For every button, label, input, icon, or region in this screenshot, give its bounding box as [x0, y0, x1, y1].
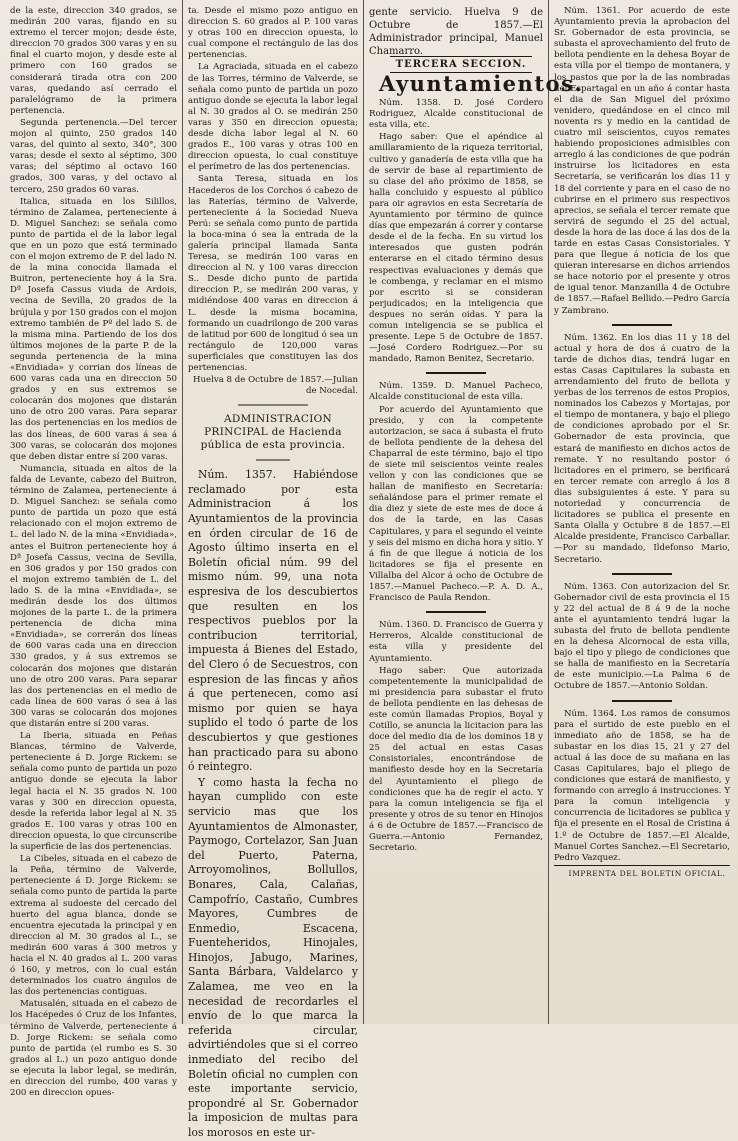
paragraph: ta. Desde el mismo pozo antiguo en direccion S. 60 grados al P. 100 varas y otras 100 en direccion opuesta, lo cual compone el rectángulo de las dos pertenencias. [188, 6, 358, 61]
column-2 [188, 6, 358, 1139]
notice-heading: Núm. 1360. D. Francisco de Guerra y Herreros, Alcalde constitucional de esta villa y presidente del Ayuntamiento. [369, 620, 543, 664]
paragraph: Núm. 1363. Con autorizacion del Sr. Gobernador civil de esta provincia el 15 y 22 del actual de 8 á 9 de la noche ante el ayuntamiento tendrá lugar la subasta del fruto de bellota pendiente en la dehesa Alcornocal de esta villa, bajo el tipo y pliego de condiciones que se halla de manifiesto en la Secretaría de este municipio.—La Palma 6 de Octubre de 1857.—Antonio Soldan. [554, 581, 730, 692]
paragraph: Por acuerdo del Ayuntamiento que presido, y con la competente autorizacion, se saca á subasta el fruto de bellota pendiente de la dehesa del Chaparral de este término, bajo el tipo de siete mil seiscientos veinte reales vellon y con las condiciones que se hallan de manifiesto en Secretaría: señalándose para el primer remate el dia diez y siete de este mes de doce á dos de la tarde, en las Casas Capitulares, y para el segundo el veinte y seis del mismo en dicha hora y sitio. Y á fin de que llegue á noticia de los licitadores se fija el presente en Villalba del Alcor á ocho de Octubre de 1857.—Manuel Pacheco.—P. A. D. A., Francisco de Paula Rendon. [369, 404, 543, 604]
notice-number: Núm. 1357. [198, 468, 277, 482]
page-title: Ayuntamientos. [379, 71, 584, 97]
paragraph: Núm. 1362. En los dias 11 y 18 del actual y hora de dos á cuatro de la tarde de dichos dias, tendrá lugar en estas Casas Capitulares la subasta en arrendamiento del fruto de bellota y yerbas de los terrenos de estos Propios, nominados los Cabezos y Mortajas, por el tiempo de montanera, y bajo el pliego de condiciones aprobado por el Sr. Gobernador de esta provincia, que estará de manifiesto en dichos actos de remate. Y no resultando postor ó licitadores en el primero, se berificará en tercer remate con arreglo á los 8 dias subsiguientes á este. Y para su notoriedad y concurrencia de licitadores se publica el presente en Santa Olalla y Octubre 8 de 1857.—El Alcalde presidente, Francisco Carballar.—Por su mandado, Ildefonso Mario, Secretario. [554, 332, 730, 565]
separator-ornament [238, 402, 308, 408]
column-divider [548, 0, 549, 1024]
separator-ornament [607, 571, 677, 577]
separator-ornament [421, 370, 491, 376]
signature: Huelva 8 de Octubre de 1857.—Julian de Nocedal. [192, 375, 358, 397]
notice-1357 [188, 468, 358, 1140]
paragraph: Núm. 1364. Los ramos de consumos para el surtido de este pueblo en el inmediato año de 1858, se ha de subastar en los dias 15, 21 y 27 del actual á las doce de su mañana en las Casas Capitulares, bajo el pliego de condiciones que estará de manifiesto, y formando con arreglo á instrucciones. Y para la comun inteligencia y concurrencia de licitadores se publica y fija el presente en el Rosal de Cristina á 1.º de Octubre de 1857.—El Alcalde, Manuel Cortes Sanchez.—El Secretario, Pedro Vazquez. [554, 708, 730, 863]
notice-heading: Núm. 1359. D. Manuel Pacheco, Alcalde constitucional de esta villa. [369, 381, 543, 403]
notice-text: Habiéndose reclamado por esta Administracion á los Ayuntamientos de la provincia en órden circular de 16 de Agosto último inserta en el Boletín oficial núm. 99 del mismo núm. 99, una nota espresiva de los descubiertos que resulten en los respectivos pueblos por la contribucion territorial, impuesta á Bienes del Estado, del Clero ó de Secuestros, con espresion de las fincas y años á que pertenecen, como así mismo por quien se haya suplido el todo ó parte de los descubiertos y que gestiones han practicado para su abono ó reintegro. [188, 468, 358, 774]
paragraph: Núm. 1361. Por acuerdo de este Ayuntamiento previa la aprobacion del Sr. Gobernador de esta provincia, se subasta el aprovechamiento del fruto de bellota pendiente en la dehesa Boyar de esta villa por el tiempo de montanera, y los pastos que por la de las nombradas del Espartagal en un año á contar hasta el dia de San Miguel del próximo venidero, quedándose en el cinco mil noventa rs y medio en la cantidad de cuatro mil seiscientos, cuyos remates habiendo proposiciones admisibles con arreglo á las condiciones de que podrán instruirse los licitadores en esta Secretaría, se verificarán los dias 11 y 18 del corriente y para en el caso de no cubrirse en el primero sus respectivos aprecios, se señala el tercer remate que servirá de segundo el 25 del actual, desde la hora de las doce á las dos de la tarde en estas Casas Consistoriales. Y para que llegue á noticia de los que quieran interesarse en dichos arriendos se hace notorio por el presente y otros de igual tenor. Manzanilla 4 de Octubre de 1857.—Rafael Bellido.—Pedro García y Zambrano. [554, 6, 730, 316]
paragraph: Santa Teresa, situada en los Hacederos de los Corchos ó cabezo de las Raterías, término de Valverde, perteneciente á la Sociedad Nueva Perú: se señala como punto de partida la boca-mina ó sea la entrada de la galería principal llamada Santa Teresa, se medirán 100 varas en direccion al N. y 100 varas direccion S.. Desde dicho punto de partida direccion P., se medirán 200 varas, y midiéndose 400 varas en direccion á L. desde la misma bocamina, formando un cuadrilongo de 200 varas de latitud por 600 de longitud ó sea un rectángulo de 120,000 varas superficiales que constituyen las dos pertenencias. [188, 174, 358, 373]
admin-heading: ADMINISTRACION PRINCIPAL de Hacienda pública de esta provincia. [200, 413, 346, 452]
paragraph: La Agraciada, situada en el cabezo de las Torres, término de Valverde, se señala como punto de partida un pozo antiguo donde se ejecuta la labor legal al N. 30 grados al O. se medirán 250 varas y 350 en direccion opuesta; desde dicha labor legal al N. 60 grados E., 100 varas y otras 100 en direccion opuesta, lo cual constituye el perímetro de las dos pertenencias. [188, 62, 358, 173]
separator-ornament [421, 609, 491, 615]
separator-ornament [238, 457, 308, 463]
notice-heading: Núm. 1358. D. José Cordero Rodriguez, Alcalde constitucional de esta villa, etc. [369, 98, 543, 131]
paragraph: Hago saber: Que el apéndice al amillaramiento de la riqueza territorial, cultivo y ganadería de esta villa que ha de servir de base al repartimiento de su clase del año próximo de 1858, se halla concluido y espuesto al público para oir agravios en esta Secretaría de Ayuntamiento por término de quince días que empezarán á correr y contarse desde el de la fecha. En su virtud los interesados que gusten podrán enterarse en el citado término desus respectivas evaluaciones y demás que le combenga, y reclamar en el mismo por escrito si se consideran perjudicados; en la inteligencia que despues no serán oidas. Y para la comun inteligencia se se publica el presente. Lepe 5 de Octubre de 1857.—José Cordero Rodriguez.—Por su mandado, Ramon Benitez, Secretario. [369, 132, 543, 365]
paragraph: de la este, direccion 340 grados, se medirán 200 varas, fijando en su extremo el tercer mojon; desde éste, direccion 70 grados 300 varas y en su final el cuarto mojon, y desde este al primero con 160 grados se considerará tirada otra con 200 varas, quedando así cerrado el paralelógramo de la primera pertenencia. [10, 6, 177, 116]
section-title: TERCERA SECCION. [369, 59, 543, 70]
paragraph: La Cibeles, situada en el cabezo de la Peña, término de Valverde, perteneciente á D. Jorge Rickem: se señala como punto de partida la parte extrema al sudoeste del cercado del huerto del agua blanca, donde se encuentra ejecutada la principal y en direccion al M. 30 grados al L., se medirán 600 varas á 300 metros y hacia el N. 40 grados al L. 200 varas ó 160, y metros, con lo cual están determinados los cuatro ángulos de las dos pertenencias contiguas. [10, 854, 177, 998]
paragraph [188, 468, 358, 774]
paragraph: La Iberia, situada en Peñas Blancas, término de Valverde, perteneciente á D. Jorge Rickem: se señala como punto de partida un pozo antiguo donde se ejecuta la labor legal hacia el N. 35 grados N. 100 varas y 300 en direccion opuesta, desde la referida labor legal al N. 35 grados E. 100 varas y otras 100 en direccion opuesta, lo que circunscribe la superficie de las dos pertenencias. [10, 731, 177, 853]
column-1 [10, 6, 177, 1099]
printer-footer: IMPRENTA DEL BOLETIN OFICIAL. [554, 865, 730, 879]
paragraph: Numancia, situada en altos de la falda de Levante, cabezo del Buitron, término de Zalamea, perteneciente á D. Miguel Sanchez: se señala como punto de partida un pozo que está relacionado con el mojon extremo de L. del lado N. de la mina «Envidiada», antes el Buitron perteneciente hoy á Dª Josefa Cassus, vecina de Sevilla, en 306 grados y por 150 grados con el mojon extremo también de L. del lado S. de la mina «Envidiada», se medirán desde los dos últimos mojones de la parte L. de la primera pertenencia de dicha mina «Envidiada», se correrán dos líneas de 600 varas cada una en direccion 330 grados, y á sus extremos se colocarán dos mojones que distarán uno de otro 200 varas. Para separar las dos pertenencias en el medio de cada línea de 600 varas ó sea á las 300 varas se colocarán dos mojones que distarán entre sí 200 varas. [10, 463, 177, 729]
column-3 [369, 6, 584, 1018]
column-divider [182, 0, 183, 1024]
paragraph: gente servicio. Huelva 9 de Octubre de 1857.—El Administrador principal, Manuel Chamarro. [369, 7, 543, 57]
separator-ornament [607, 698, 677, 704]
paragraph: Hago saber: Que autorizada competentemente la municipalidad de mi presidencia para subastar el fruto de bellota pendiente en las dehesas de este común llamadas Propios, Boyal y Cotillo, se anuncia la licitacion para las doce del medio dia de los dominos 18 y 25 del actual en estas Casas Consistoriales, encontrándose de manifiesto desde hoy en la Secretaría del Ayuntamiento el pliego de condiciones que ha de regir el acto. Y para la comun inteligencia se fija el presente y otros de su tenor en Hinojos á 6 de Octubre de 1857.—Francisco de Guerra.—Antonio Fernandez, Secretario. [369, 665, 543, 854]
separator-ornament [607, 322, 677, 328]
column-4 [554, 6, 730, 1018]
paragraph: Italica, situada en los Silillos, término de Zalamea, perteneciente á D. Miguel Sanchez: se señala como punto de partida el de la labor legal que en un pozo que está terminado con el mojon extremo de P. del lado N. de la mina conocida llamada el Buitron, perteneciente hoy á la Sra. Dª Josefa Cassus viuda de Ardois, vecina de Sevilla, 20 grados de la brújula y por 150 grados con el mojon extremo también de Pº del lado S. de la misma mina. Partiendo de los dos últimos mojones de la parte P. de la segunda pertenencia de la mina «Envidiada» y corrian dos líneas de 600 varas cada una en direccion 50 grados y en sus extremos se colocarán dos mojones que distarán uno de otro 200 varas. Para separar las dos pertenencias en los medios de las dos líneas, de 600 varas á sea á 300 varas, se colocarán dos mojones que deben distar entre sí 200 varas. [10, 196, 177, 462]
paragraph: Segunda pertenencia.—Del tercer mojon al quinto, 250 grados 140 varas, del quinto al sexto, 340°, 300 varas; desde el sexto al séptimo, 300 varas; del séptimo al octavo 160 grados, 300 varas, y del octavo al tercero, 250 grados 60 varas. [10, 117, 177, 195]
column-divider [363, 0, 364, 1024]
paragraph: Matusalén, situada en el cabezo de los Hacépedes ó Cruz de los Infantes, término de Valverde, perteneciente á D. Jorge Rickem: se señala como punto de partida (el rumbo es S. 30 grados al L.) un pozo antiguo donde se ejecuta la labor legal, se medirán, en direccion del rumbo, 400 varas y 200 en direccion opues- [10, 999, 177, 1099]
paragraph: Y como hasta la fecha no hayan cumplido con este servicio mas que los Ayuntamientos de Almonaster, Paymogo, Cortelazor, San Juan del Puerto, Paterna, Arroyomolinos, Bollullos, Bonares, Cala, Calañas, Campofrío, Castaño, Cumbres Mayores, Cumbres de Enmedio, Escacena, Fuenteheridos, Hinojales, Hinojos, Jabugo, Marines, Santa Bárbara, Valdelarco y Zalamea, me veo en la necesidad de recordarles el envío de lo que marca la referida circular, advirtiéndoles que si el correo inmediato del recibo del Boletín oficial no cumplen con este importante servicio, propondré al Sr. Gobernador la imposicion de multas para los morosos en este ur- [188, 775, 358, 1139]
